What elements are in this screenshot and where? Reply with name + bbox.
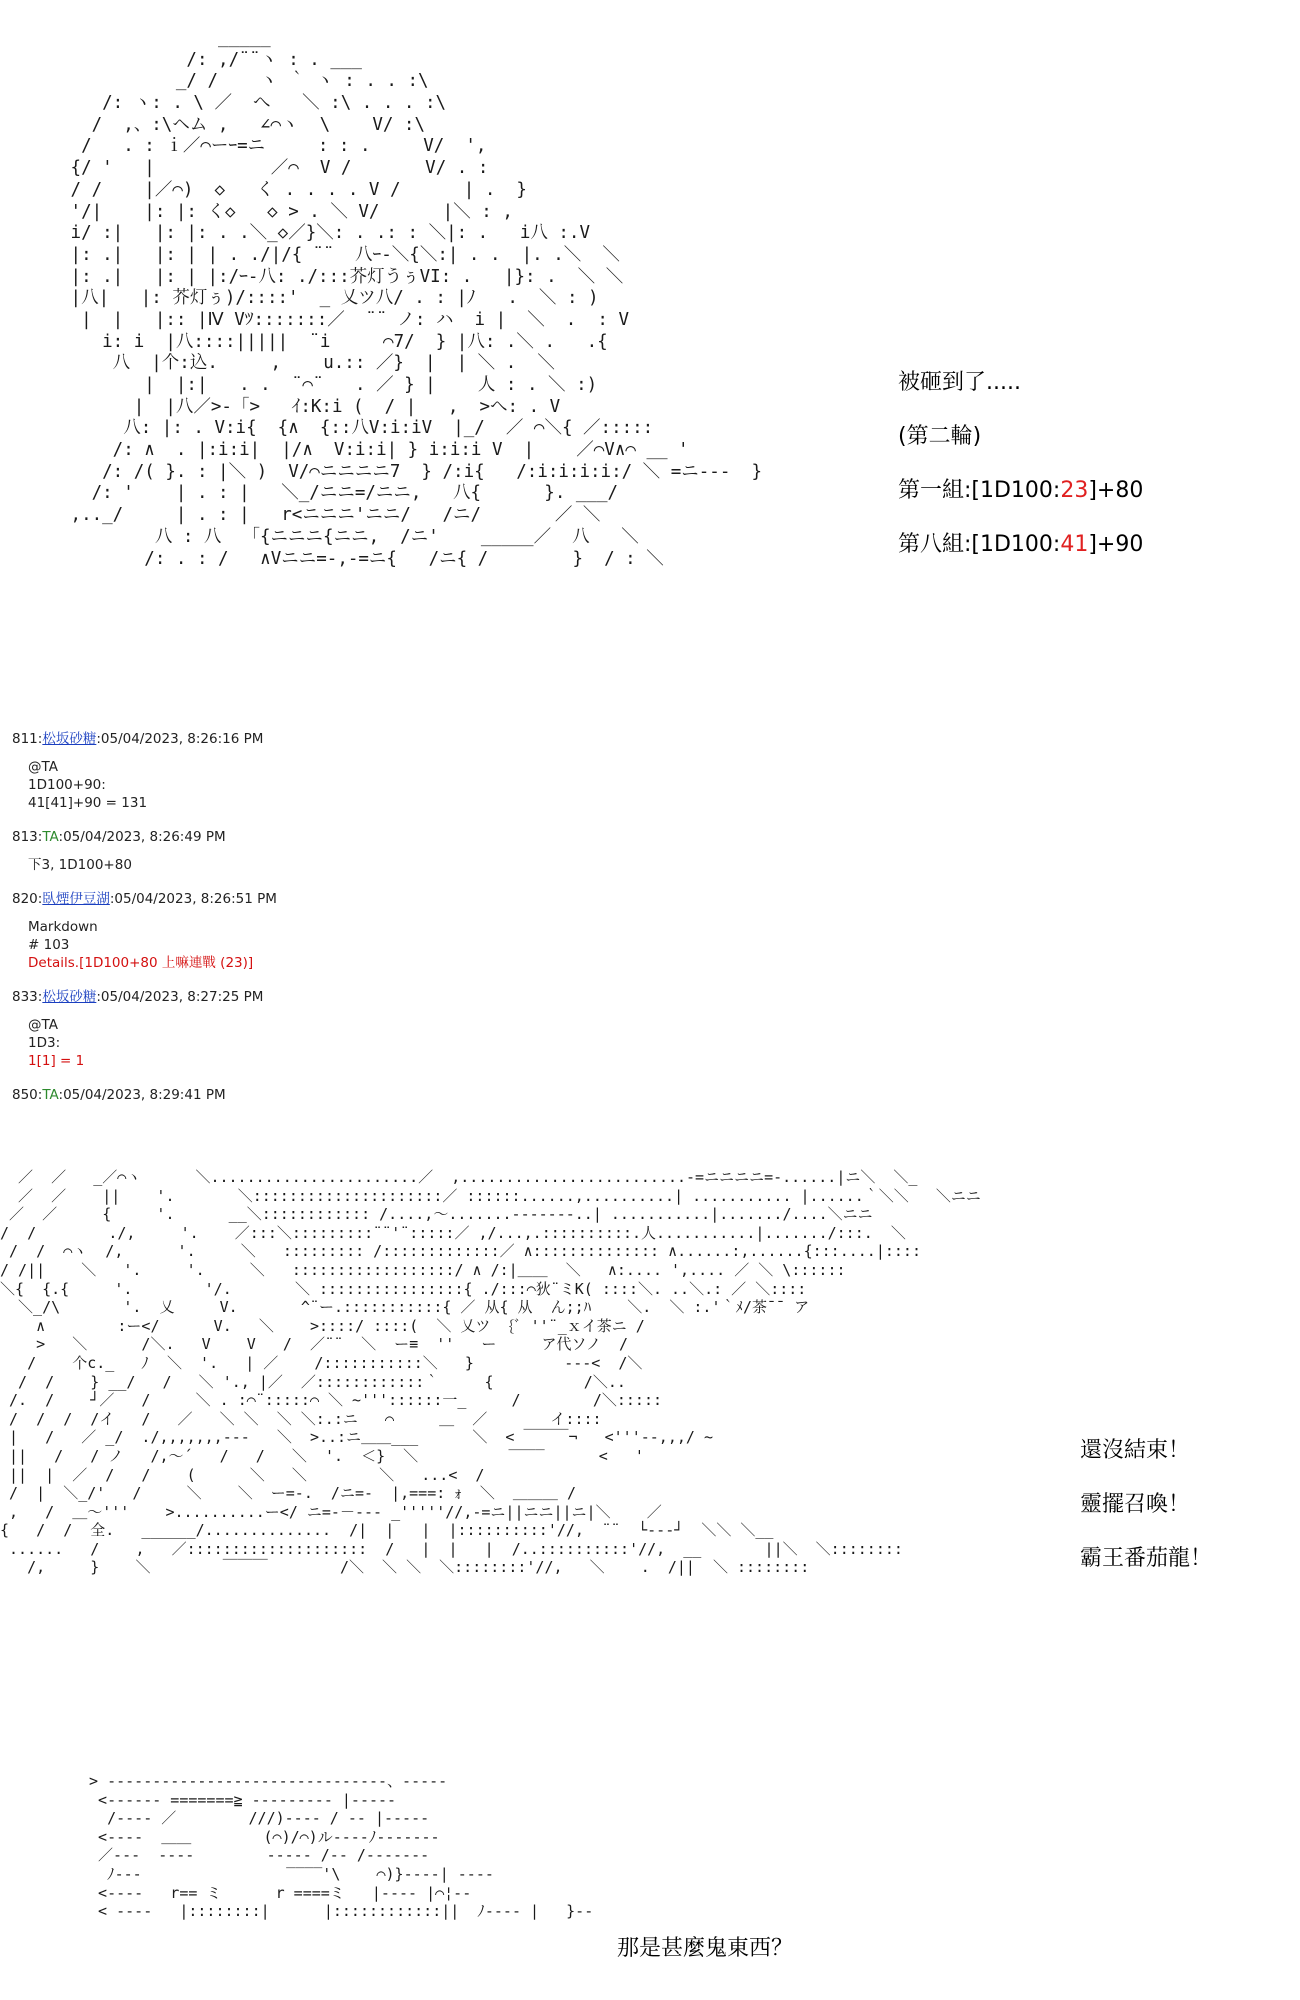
post-number: 850 — [12, 1087, 38, 1103]
post-number: 811 — [12, 731, 38, 747]
narration-line: 被砸到了..... — [898, 370, 1021, 395]
post-body — [28, 1016, 912, 1070]
poster-name: TA — [42, 1087, 59, 1103]
post-thread — [12, 728, 912, 1120]
roll-value: 41 — [1060, 532, 1089, 557]
dice-result: 1[1] = 1 — [28, 1053, 85, 1069]
narration-bottom: 那是甚麼鬼東西？ — [617, 1936, 794, 1961]
post-header: 811:松坂砂糖:05/04/2023, 8:26:16 PM — [12, 731, 264, 747]
post-line: Markdown — [28, 919, 98, 935]
post — [12, 986, 912, 1070]
post-date: :05/04/2023, 8:27:25 PM — [96, 989, 264, 1005]
post-date: :05/04/2023, 8:26:16 PM — [96, 731, 264, 747]
post-header: 813:TA:05/04/2023, 8:26:49 PM — [12, 829, 226, 845]
post-number: 813 — [12, 829, 38, 845]
ascii-art-dragon: > -------------------------------、----- <------ =======≧ --------- |----- /---- ／ ///)---- / -- |----- <---- ＿＿ (⌒)/⌒)ル----ﾉ------- ／--- ---- ----- /-- /------- ﾉ--- ‾‾‾‾'\ ⌒)}----| ---- <---- r== ミ r ====ミ |---- |⌒¦-- < ---- |::::::::| |::::::::::::|| ﾉ---- | }-- — [89, 1772, 594, 1921]
narration-line: 霸王番茄龍！ — [1080, 1546, 1213, 1571]
post-body — [28, 856, 912, 874]
post-line: 下3, 1D100+80 — [28, 857, 132, 873]
post-line: @TA — [28, 1017, 58, 1033]
narration-roll-line: 第一組:[1D100:23]+80 — [898, 478, 1144, 503]
roll-value: 23 — [1060, 478, 1089, 503]
post — [12, 826, 912, 874]
post-header: 833:松坂砂糖:05/04/2023, 8:27:25 PM — [12, 989, 264, 1005]
poster-name: TA — [42, 829, 59, 845]
poster-name-link[interactable]: 臥煙伊豆湖 — [42, 891, 110, 907]
post-line: 1D3: — [28, 1035, 61, 1051]
poster-name-link[interactable]: 松坂砂糖 — [42, 989, 97, 1005]
post — [12, 888, 912, 972]
narration-roll-line: 第八組:[1D100:41]+90 — [898, 532, 1144, 557]
poster-name-link[interactable]: 松坂砂糖 — [42, 731, 97, 747]
post — [12, 728, 912, 812]
post-number: 820 — [12, 891, 38, 907]
narration-middle — [1080, 1424, 1212, 1586]
ascii-art-character: _____ /: ,/¨¨ヽ : . ___ _/ / ヽ ｀ ヽ : . . :\ /: ヽ: . \ ／ へ ＼ :\ . . . :\ / ,、:\ヘム , ∠⌒ヽ \ V/ :\ / . : ｉ／⌒ーｰ=ニ : : . V/ ', {/ ' | ／⌒ V / V/ . : / / |／⌒) ◇ く . . . . V / | . } '/| |: |: く◇ ◇ > . ＼ V/ |＼ : , i/ :| |: |: . .＼_◇／}＼: . .: : ＼|: . i八 :.V |: .| |: | | . ./|/{ ¨¨ 八ｰ-＼{＼:| . . |. .＼ ＼ |: .| |: | |:/ｰ-八: ./:::芥灯うぅVI: . |}: . ＼ ＼ |八| |: 芥灯ぅ)/::::' _ 乂ツ八/ . : |ﾉ . ＼ : ) | | |:: |Ⅳ Vﾂ:::::::／ ¨¨ ノ: ハ i | ＼ . : V i: i |八::::||||| ¨i ⌒7/ } |八: .＼ . .{ 八 |个:込. , u.:: ／} | | ＼ . ＼ | |:| . . ¨⌒¨ . ／ } | 人 : . ＼ :) | |八／>-「> ｲ:K:i ( / | , >へ: . V 八: |: . V:i{ {∧ {::八V:i:iV |_/ ／ ⌒＼{ ／::::: /: ∧ . |:i:i| |/∧ V:i:i| } i:i:i V | ／⌒V∧⌒ __ ' /: /( }. : |＼ ) V/⌒ニニニニ7 } /:i{ /:i:i:i:i:/ ＼ =ニ--- } /: ' | . : | ＼_/ニニ=/ニニ, 八{ }. ___/ ,.._/ | . : | r<ニニニ'ニニ/ /ニ/ ／ ＼ 八 : 八 「{ニニニ{ニニ, /ニ' _____／ 八 ＼ /: . : / ∧Vニニ=-,-=ニ{ /ニ{ / } / : ＼ — [70, 28, 762, 569]
post-line: @TA — [28, 759, 58, 775]
post-date: :05/04/2023, 8:26:49 PM — [58, 829, 226, 845]
post-header: 820:臥煙伊豆湖:05/04/2023, 8:26:51 PM — [12, 891, 277, 907]
narration-top — [898, 356, 1143, 572]
narration-line: 還沒結束！ — [1080, 1438, 1191, 1463]
post-body — [28, 918, 912, 972]
dice-detail: Details.[1D100+80 上嘛連戰 (23)] — [28, 955, 254, 971]
post-date: :05/04/2023, 8:29:41 PM — [58, 1087, 226, 1103]
post-line: 41[41]+90 = 131 — [28, 795, 148, 811]
post-body — [28, 758, 912, 812]
post-line: # 103 — [28, 937, 70, 953]
ascii-art-scene: ／ ／ _／⌒ヽ ＼.......................／ ,.........................-=ニニニニ=-......|ニ＼ ＼_ ／ ／ || '. ＼:::::::::::::::::::::／ ::::::......,..........| ........... |......｀＼＼ ＼ニニ ／ ／ { '. __＼:::::::::::: /....,〜.......-------..| ...........|......./....＼ニニ / / ./, '. ／:::＼:::::::::¨¨'¨:::::／ ,/...,.::::::::::.人...........|......./:::. ＼ / / ⌒ヽ /, '. ＼ ::::::::: /:::::::::::::／ ∧:::::::::::::: ∧......:,......{:::....|:::: / /|| ＼ '. '. ＼ ::::::::::::::::::/ ∧ /:|＿＿ ＼ ∧:.... ',.... ／ ＼ \:::::: ＼{ {.{ '. '/. ＼ ::::::::::::::::{ ./:::⌒狄¨ミK( ::::＼. ..＼.: ／ ＼:::: ＼_/\ '. 乂 V. ^¨ー.:::::::::::{ ／ 从{ 从 ん;;ﾊ ＼. ＼ :.'｀ﾒ/茶¯¯ ア ∧ :ー</ V. ＼ >::::/ ::::( ＼ 乂ツ {ﾞ ''¨_ｘイ茶ニ / > ＼ /＼. V V / ／¨¨ ＼ ー≡ '' ー ア代ソノ / / 个c._ ﾉ ＼ '. | ／ /:::::::::::＼ } ---< /＼ / / } __/ / ＼ '., |／ ／::::::::::::｀ { /＼.. /. / ┘／ / ＼ . :⌒¨:::::⌒ ＼ ~'''::::::一_ / /＼::::: / / / /イ / ／ ＼ ＼ ＼ ＼:.:ニ ⌒ ＿ ／ イ:::: | / ／ _/ ./,,,,,,,--- ＼ >..:ニ＿＿___ ＼ < ￣￣￣¬ <'''--,,,/ ~ || / / ノ /,〜´ / / ＼ '. ＜} ＼ ‾‾‾‾ < ' || | ／ / / ( ＼ ＼ ＼ ...< / / | ＼_/' / ＼ ＼ ー=-. /ニ=- |,===: ｫ ＼ ＿＿＿ / , / ＿〜''' >..........ー</ ニ=‐－‐‐‐ _'''''//,-=ニ||ニニ||ニ|＼ ／ { / / 全. ______/.............. /| | | |::::::::::'//, ¨¨ └‐‐‐┘ ＼＼ ＼__ ...... / , ／:::::::::::::::::::: / | | | /..::::::::::'//, __ ||＼ ＼:::::::: /, } ＼ ￣￣￣ /＼ ＼ ＼ ＼::::::::'//, ＼ . /|| ＼ :::::::: — [0, 1168, 981, 1577]
post-header: 850:TA:05/04/2023, 8:29:41 PM — [12, 1087, 226, 1103]
post-line: 1D100+90: — [28, 777, 106, 793]
post-number: 833 — [12, 989, 38, 1005]
post-date: :05/04/2023, 8:26:51 PM — [109, 891, 277, 907]
post — [12, 1084, 912, 1106]
narration-line: (第二輪) — [898, 424, 982, 449]
narration-line: 靈擺召喚！ — [1080, 1492, 1191, 1517]
